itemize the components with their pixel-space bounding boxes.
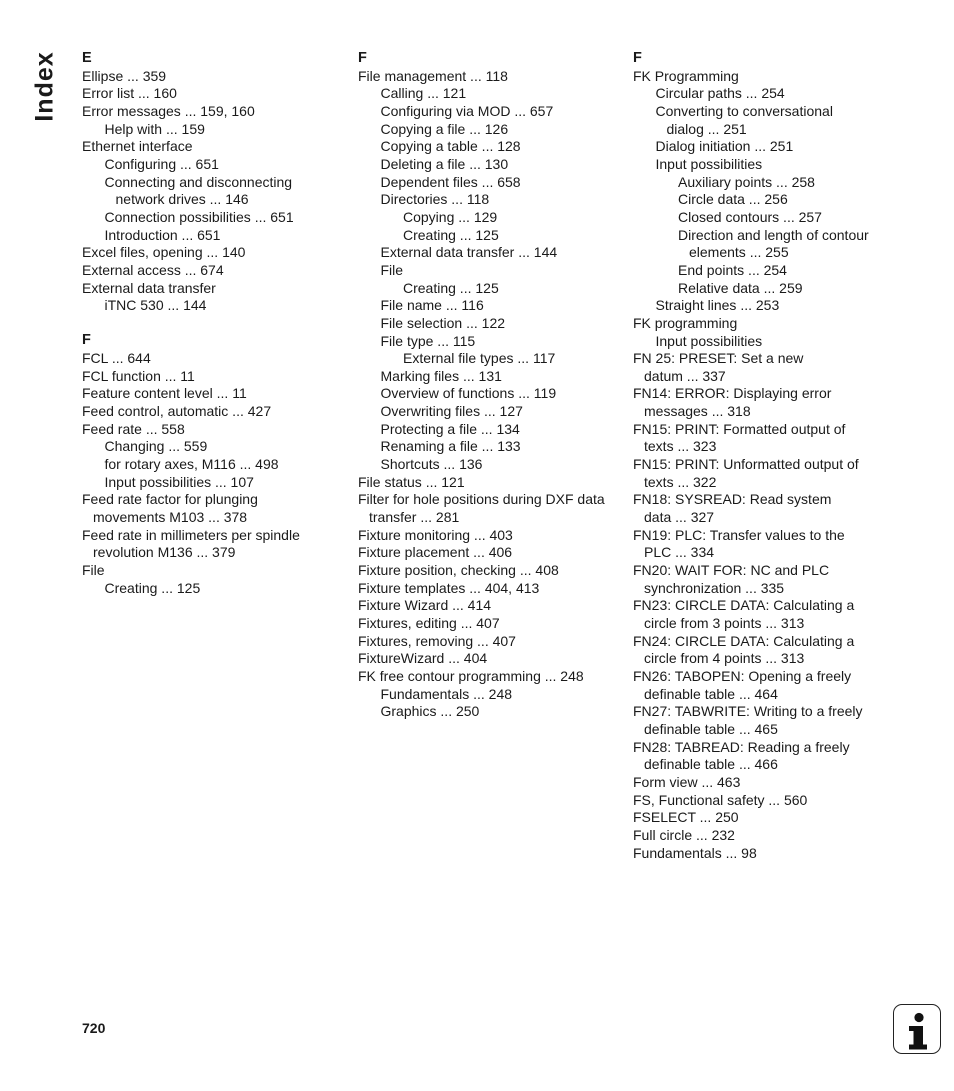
index-entry: Shortcuts ... 136: [380, 456, 483, 473]
index-entry: data ... 327: [644, 509, 715, 526]
index-entry: Copying ... 129: [403, 208, 498, 225]
index-entry: FN14: ERROR: Displaying error: [633, 385, 832, 402]
index-entry: Creating ... 125: [403, 279, 499, 296]
index-entry: definable table ... 465: [644, 720, 778, 737]
index-entry: synchronization ... 335: [644, 579, 785, 596]
index-entry: Feed rate ... 558: [82, 420, 185, 437]
index-entry: Feed rate in millimeters per spindle: [82, 526, 300, 543]
index-entry: movements M103 ... 378: [93, 509, 248, 526]
index-entry: texts ... 322: [644, 473, 717, 490]
index-entry: Input possibilities: [655, 332, 763, 349]
index-entry: Circular paths ... 254: [655, 85, 785, 102]
index-entry: FN24: CIRCLE DATA: Calculating a: [633, 632, 855, 649]
index-entry: Calling ... 121: [380, 85, 467, 102]
index-entry: Creating ... 125: [104, 579, 201, 596]
index-entry: External access ... 674: [82, 261, 224, 278]
index-entry: Fixture monitoring ... 403: [358, 526, 513, 543]
index-entry: Input possibilities: [655, 155, 763, 172]
index-entry: Overwriting files ... 127: [380, 403, 523, 420]
index-entry: circle from 4 points ... 313: [644, 650, 805, 667]
index-entry: Error messages ... 159, 160: [82, 102, 255, 119]
index-entry: Ellipse ... 359: [82, 67, 167, 84]
index-entry: File selection ... 122: [380, 314, 506, 331]
index-entry: Configuring ... 651: [104, 155, 219, 172]
index-entry: Fundamentals ... 248: [380, 685, 513, 702]
index-entry: FN15: PRINT: Unformatted output of: [633, 456, 859, 473]
index-entry: FK Programming: [633, 67, 739, 84]
index-entry: PLC ... 334: [644, 544, 715, 561]
index-entry: FS, Functional safety ... 560: [633, 791, 808, 808]
index-entry: Fixture position, checking ... 408: [358, 562, 559, 579]
index-entry: File status ... 121: [358, 473, 465, 490]
index-entry: External data transfer ... 144: [380, 244, 558, 261]
index-entry: definable table ... 464: [644, 685, 778, 702]
index-entry: Overview of functions ... 119: [380, 385, 557, 402]
index-entry: Renaming a file ... 133: [380, 438, 521, 455]
index-letter-heading: E: [82, 50, 92, 66]
index-entry: FK programming: [633, 314, 738, 331]
index-entry: revolution M136 ... 379: [93, 544, 236, 561]
index-entry: FN26: TABOPEN: Opening a freely: [633, 667, 852, 684]
index-entry: FCL function ... 11: [82, 367, 195, 384]
index-entry: External file types ... 117: [403, 350, 556, 367]
index-entry: Fixtures, removing ... 407: [358, 632, 516, 649]
index-entry: Copying a file ... 126: [380, 120, 509, 137]
index-entry: for rotary axes, M116 ... 498: [104, 456, 279, 473]
index-entry: FK free contour programming ... 248: [358, 667, 584, 684]
index-entry: Direction and length of contour: [678, 226, 869, 243]
index-entry: Converting to conversational: [655, 102, 833, 119]
spacer: [82, 315, 300, 333]
index-entry: File: [82, 562, 105, 579]
index-entry: iTNC 530 ... 144: [104, 297, 207, 314]
index-entry: FN23: CIRCLE DATA: Calculating a: [633, 597, 855, 614]
index-entry: File type ... 115: [380, 332, 476, 349]
index-entry: Copying a table ... 128: [380, 138, 521, 155]
index-entry: Closed contours ... 257: [678, 208, 822, 225]
index-entry: Circle data ... 256: [678, 191, 788, 208]
index-entry: Full circle ... 232: [633, 826, 735, 843]
index-entry: FixtureWizard ... 404: [358, 650, 488, 667]
index-entry: Changing ... 559: [104, 438, 208, 455]
index-column-3: [633, 50, 869, 862]
index-column-2: [358, 50, 605, 721]
index-entry: Connection possibilities ... 651: [104, 208, 294, 225]
index-entry: File management ... 118: [358, 67, 508, 84]
index-entry: transfer ... 281: [369, 509, 460, 526]
index-entry: FN18: SYSREAD: Read system: [633, 491, 832, 508]
index-entry: FN 25: PRESET: Set a new: [633, 350, 804, 367]
index-entry: Relative data ... 259: [678, 279, 803, 296]
section-title: [30, 50, 60, 122]
index-entry: Filter for hole positions during DXF data: [358, 491, 605, 508]
index-entry: End points ... 254: [678, 261, 787, 278]
index-entry: Feed rate factor for plunging: [82, 491, 258, 508]
index-entry: Help with ... 159: [104, 120, 205, 137]
index-entry: File: [380, 261, 404, 278]
index-letter-heading: F: [633, 50, 642, 66]
index-entry: network drives ... 146: [115, 191, 249, 208]
index-entry: Configuring via MOD ... 657: [380, 102, 554, 119]
index-entry: FN19: PLC: Transfer values to the: [633, 526, 845, 543]
index-entry: Fixture templates ... 404, 413: [358, 579, 540, 596]
index-entry: Dependent files ... 658: [380, 173, 521, 190]
index-entry: Input possibilities ... 107: [104, 473, 254, 490]
index-entry: Feature content level ... 11: [82, 385, 247, 402]
index-entry: Connecting and disconnecting: [104, 173, 293, 190]
page-number: 720: [82, 1020, 106, 1036]
index-entry: Protecting a file ... 134: [380, 420, 520, 437]
index-entry: Fixtures, editing ... 407: [358, 615, 500, 631]
index-entry: FN27: TABWRITE: Writing to a freely: [633, 703, 863, 720]
index-entry: FN15: PRINT: Formatted output of: [633, 420, 846, 437]
index-entry: Marking files ... 131: [380, 367, 502, 384]
index-entry: Fixture Wizard ... 414: [358, 597, 492, 614]
index-entry: Graphics ... 250: [380, 703, 480, 720]
index-entry: Ethernet interface: [82, 138, 193, 155]
index-entry: External data transfer: [82, 279, 216, 296]
index-entry: Error list ... 160: [82, 85, 177, 102]
index-entry: File name ... 116: [380, 297, 484, 314]
index-entry: Dialog initiation ... 251: [655, 138, 794, 155]
index-entry: Fundamentals ... 98: [633, 844, 757, 861]
index-entry: FN28: TABREAD: Reading a freely: [633, 738, 850, 755]
index-entry: FCL ... 644: [82, 350, 151, 367]
index-entry: definable table ... 466: [644, 756, 778, 773]
index-entry: Excel files, opening ... 140: [82, 244, 246, 261]
index-entry: datum ... 337: [644, 367, 726, 384]
index-entry: Auxiliary points ... 258: [678, 173, 815, 190]
index-entry: elements ... 255: [689, 244, 789, 261]
index-entry: Feed control, automatic ... 427: [82, 403, 272, 420]
index-letter-heading: F: [82, 332, 91, 349]
index-letter-heading: F: [358, 50, 367, 66]
index-entry: FSELECT ... 250: [633, 809, 739, 826]
section-title-text: Index: [30, 50, 59, 122]
index-entry: circle from 3 points ... 313: [644, 615, 805, 631]
index-entry: Introduction ... 651: [104, 226, 221, 243]
index-entry: Straight lines ... 253: [655, 297, 780, 314]
index-column-1: [82, 50, 300, 597]
index-entry: messages ... 318: [644, 403, 751, 420]
info-icon: [893, 1004, 941, 1054]
index-entry: dialog ... 251: [666, 120, 747, 137]
index-entry: Form view ... 463: [633, 773, 741, 790]
index-entry: texts ... 323: [644, 438, 717, 455]
index-entry: Fixture placement ... 406: [358, 544, 513, 561]
index-entry: Creating ... 125: [403, 226, 499, 243]
index-entry: FN20: WAIT FOR: NC and PLC: [633, 562, 830, 579]
index-entry: Deleting a file ... 130: [380, 155, 509, 172]
index-entry: Directories ... 118: [380, 191, 490, 208]
